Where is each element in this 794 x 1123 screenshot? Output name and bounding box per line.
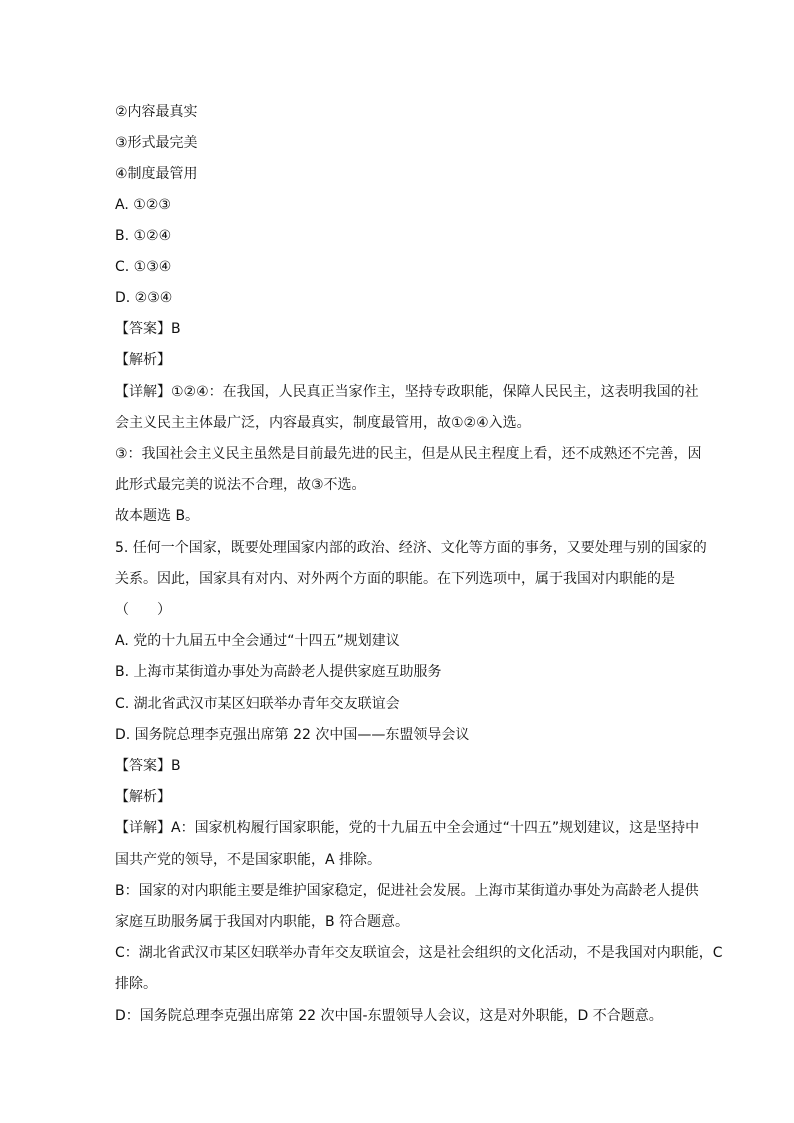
explanation-line: D：国务院总理李克强出席第 22 次中国-东盟领导人会议，这是对外职能，D 不合题意。 [115, 1008, 663, 1024]
choice-a: A. 党的十九届五中全会通过“十四五”规划建议 [115, 633, 400, 649]
choice-b: B. 上海市某街道办事处为高龄老人提供家庭互助服务 [115, 664, 442, 680]
question-text: 5. 任何一个国家，既要处理国家内部的政治、经济、文化等方面的事务，又要处理与别的国家的 [115, 540, 707, 556]
choice-b: B. ①②④ [115, 228, 172, 244]
choice-c: C. 湖北省武汉市某区妇联举办青年交友联谊会 [115, 696, 400, 712]
answer-label: 【答案】B [115, 321, 181, 337]
explanation-line: 【详解】①②④：在我国，人民真正当家作主，坚持专政职能，保障人民民主，这表明我国的社 [115, 384, 699, 400]
explanation-line: 【详解】A：国家机构履行国家职能，党的十九届五中全会通过“十四五”规划建议，这是坚持中 [115, 820, 700, 836]
question-blank: （ ） [115, 602, 171, 618]
answer-label: 【答案】B [115, 758, 181, 774]
question-text: 关系。因此，国家具有对内、对外两个方面的职能。在下列选项中，属于我国对内职能的是 [115, 571, 675, 587]
choice-a: A. ①②③ [115, 197, 171, 213]
analysis-label: 【解析】 [115, 789, 171, 805]
option-line: ③形式最完美 [115, 135, 198, 151]
explanation-line: ③：我国社会主义民主虽然是目前最先进的民主，但是从民主程度上看，还不成熟还不完善，因 [115, 446, 702, 462]
option-line: ④制度最管用 [115, 166, 198, 182]
choice-d: D. ②③④ [115, 290, 173, 306]
analysis-label: 【解析】 [115, 352, 171, 368]
option-line: ②内容最真实 [115, 104, 198, 120]
choice-c: C. ①③④ [115, 259, 172, 275]
explanation-line: 会主义民主主体最广泛，内容最真实，制度最管用，故①②④入选。 [115, 415, 531, 431]
choice-d: D. 国务院总理李克强出席第 22 次中国——东盟领导会议 [115, 727, 470, 743]
explanation-line: C：湖北省武汉市某区妇联举办青年交友联谊会，这是社会组织的文化活动，不是我国对内职能，C [115, 945, 723, 961]
explanation-line: B：国家的对内职能主要是维护国家稳定，促进社会发展。上海市某街道办事处为高龄老人提供 [115, 883, 699, 899]
explanation-line: 此形式最完美的说法不合理，故③不选。 [115, 477, 366, 493]
explanation-line: 家庭互助服务属于我国对内职能，B 符合题意。 [115, 914, 410, 930]
explanation-line: 国共产党的领导，不是国家职能，A 排除。 [115, 852, 382, 868]
conclusion-line: 故本题选 B。 [115, 508, 200, 524]
explanation-line: 排除。 [115, 976, 157, 992]
